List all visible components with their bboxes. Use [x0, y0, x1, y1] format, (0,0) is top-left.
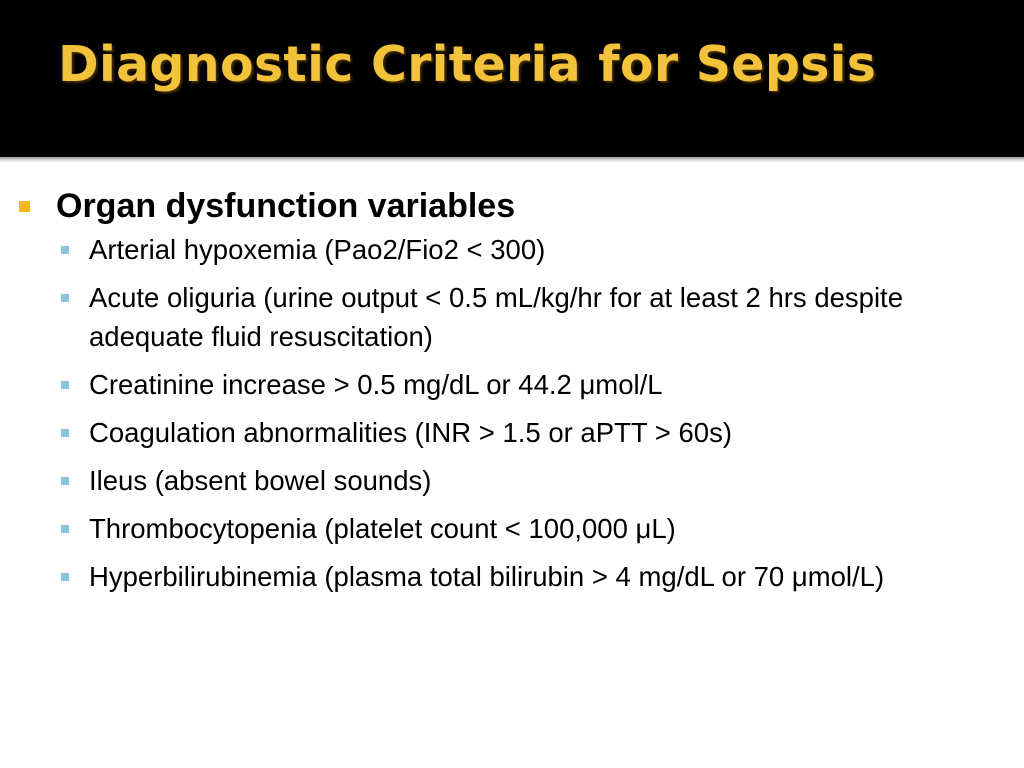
slide-title: Diagnostic Criteria for Sepsis — [58, 36, 877, 93]
square-bullet-icon — [19, 201, 30, 212]
square-bullet-icon — [61, 477, 69, 485]
section-heading: Organ dysfunction variables — [56, 187, 516, 225]
list-item-text: Arterial hypoxemia (Pao2/Fio2 < 300) — [89, 234, 546, 265]
square-bullet-icon — [61, 429, 69, 437]
slide-content — [0, 182, 1024, 605]
list-item-text: Coagulation abnormalities (INR > 1.5 or aPTT > 60s) — [89, 417, 733, 448]
title-divider — [0, 157, 1024, 163]
list-item — [0, 278, 1024, 356]
list-item-text: Acute oliguria (urine output < 0.5 mL/kg/hr for at least 2 hrs despite adequate fluid resuscitation) — [89, 282, 903, 352]
list-item — [0, 365, 1024, 404]
list-item-text: Creatinine increase > 0.5 mg/dL or 44.2 μmol/L — [89, 369, 663, 400]
list-item — [0, 557, 1024, 596]
list-item — [0, 509, 1024, 548]
bullet-section-organ-dysfunction — [0, 182, 1024, 230]
title-bar — [0, 0, 1024, 157]
square-bullet-icon — [61, 573, 69, 581]
list-item-text: Hyperbilirubinemia (plasma total bilirubin > 4 mg/dL or 70 μmol/L) — [89, 561, 885, 592]
square-bullet-icon — [61, 294, 69, 302]
square-bullet-icon — [61, 381, 69, 389]
list-item — [0, 230, 1024, 269]
list-item-text: Thrombocytopenia (platelet count < 100,000 μL) — [89, 513, 676, 544]
list-item — [0, 461, 1024, 500]
square-bullet-icon — [61, 525, 69, 533]
square-bullet-icon — [61, 246, 69, 254]
list-item — [0, 413, 1024, 452]
list-item-text: Ileus (absent bowel sounds) — [89, 465, 432, 496]
criteria-list — [0, 230, 1024, 596]
